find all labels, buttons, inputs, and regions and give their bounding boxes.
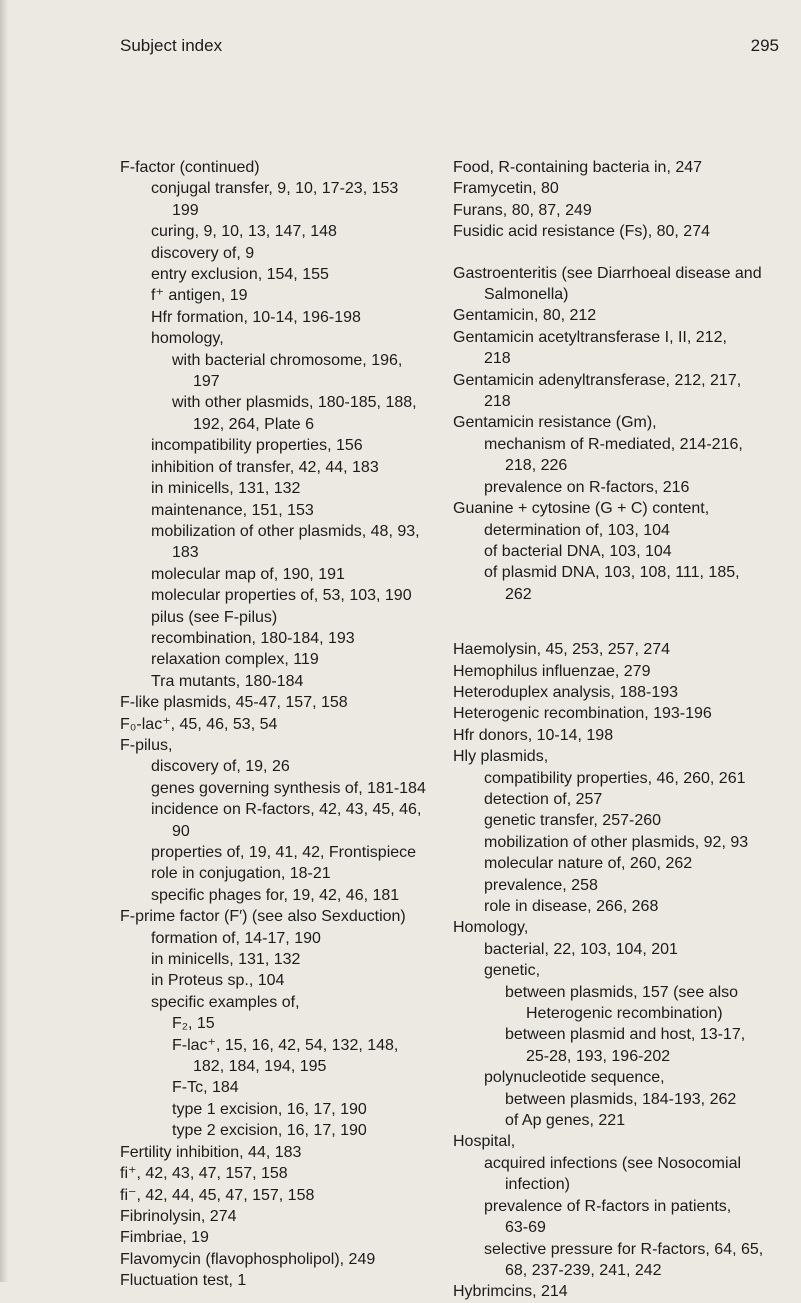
index-subentry: 183 (172, 544, 199, 562)
index-entry: Heterogenic recombination, 193-196 (453, 705, 712, 723)
index-subentry: role in disease, 266, 268 (484, 898, 659, 915)
index-column-right (453, 157, 789, 1303)
index-subentry: with other plasmids, 180-185, 188, (172, 394, 417, 412)
index-entry: fi⁻, 42, 44, 45, 47, 157, 158 (120, 1186, 315, 1204)
index-subentry: determination of, 103, 104 (484, 521, 670, 539)
page-number: 295 (750, 36, 779, 55)
index-subentry: molecular map of, 190, 191 (151, 565, 345, 583)
running-head: Subject index (120, 36, 223, 55)
index-entry: Fluctuation test, 1 (120, 1272, 247, 1290)
index-subentry: mobilization of other plasmids, 48, 93, (151, 522, 420, 540)
index-subentry: 218 (484, 393, 511, 411)
index-subentry: role in conjugation, 18-21 (151, 865, 331, 883)
index-subentry: 68, 237-239, 241, 242 (505, 1261, 662, 1279)
index-entry: Fusidic acid resistance (Fs), 80, 274 (453, 223, 710, 241)
index-subentry: specific examples of, (151, 993, 300, 1011)
index-subentry: between plasmids, 157 (see also (505, 983, 739, 1001)
index-subentry: conjugal transfer, 9, 10, 17-23, 153 (151, 180, 399, 198)
index-subentry: homology, (151, 330, 224, 348)
index-entry: F₀-lac⁺, 45, 46, 53, 54 (120, 715, 278, 733)
index-entry: Fimbriae, 19 (120, 1229, 209, 1247)
index-entry: Gentamicin resistance (Gm), (453, 414, 657, 432)
index-subentry: prevalence on R-factors, 216 (484, 478, 690, 496)
index-subentry: formation of, 14-17, 190 (151, 929, 321, 947)
index-subentry: 90 (172, 822, 190, 840)
index-entry: F-prime factor (F′) (see also Sexduction) (120, 908, 406, 926)
index-entry: Fertility inhibition, 44, 183 (120, 1143, 302, 1161)
section-gap (453, 605, 789, 639)
index-subentry: prevalence of R-factors in patients, (484, 1197, 732, 1215)
index-entry: Flavomycin (flavophospholipol), 249 (120, 1250, 376, 1268)
index-subentry: Hfr formation, 10-14, 196-198 (151, 308, 361, 326)
index-subentry: 25-28, 193, 196-202 (526, 1047, 671, 1065)
index-subentry: relaxation complex, 119 (151, 651, 319, 669)
index-subentry: in minicells, 131, 132 (151, 480, 301, 498)
index-subentry: 199 (172, 201, 199, 219)
index-entry: Gastroenteritis (see Diarrhoeal disease and (453, 264, 762, 282)
index-subentry: inhibition of transfer, 42, 44, 183 (151, 458, 379, 476)
index-subentry: acquired infections (see Nosocomial (484, 1154, 742, 1172)
index-subentry: F-lac⁺, 15, 16, 42, 54, 132, 148, (172, 1036, 399, 1054)
index-subentry: of Ap genes, 221 (505, 1112, 626, 1130)
index-subentry: in Proteus sp., 104 (151, 972, 285, 990)
index-subentry: between plasmids, 184-193, 262 (505, 1090, 737, 1108)
index-subentry: selective pressure for R-factors, 64, 65, (484, 1240, 764, 1258)
index-entry: Homology, (453, 919, 529, 937)
index-subentry: prevalence, 258 (484, 876, 598, 894)
index-entry: Haemolysin, 45, 253, 257, 274 (453, 641, 671, 659)
index-subentry: of bacterial DNA, 103, 104 (484, 542, 672, 560)
index-entry: Gentamicin, 80, 212 (453, 307, 597, 325)
index-subentry: 63-69 (505, 1219, 546, 1237)
index-subentry: molecular nature of, 260, 262 (484, 855, 693, 873)
index-subentry: Heterogenic recombination) (526, 1005, 723, 1023)
index-entry: Framycetin, 80 (453, 180, 559, 198)
index-subentry: 218, 226 (505, 457, 568, 475)
index-entry: Hemophilus influenzae, 279 (453, 662, 651, 680)
index-subentry: specific phages for, 19, 42, 46, 181 (151, 886, 400, 904)
index-subentry: genes governing synthesis of, 181-184 (151, 779, 426, 797)
index-subentry: bacterial, 22, 103, 104, 201 (484, 940, 678, 958)
index-entry: Hly plasmids, (453, 748, 549, 766)
index-subentry: 218 (484, 350, 511, 368)
index-subentry: f⁺ antigen, 19 (151, 287, 248, 305)
index-entry: Guanine + cytosine (G + C) content, (453, 500, 710, 518)
index-subentry: in minicells, 131, 132 (151, 951, 301, 969)
page-binding-shadow (0, 0, 8, 1282)
index-entry: Gentamicin acetyltransferase I, II, 212, (453, 328, 727, 346)
index-subentry: incidence on R-factors, 42, 43, 45, 46, (151, 801, 422, 819)
index-subentry: polynucleotide sequence, (484, 1069, 665, 1087)
index-subentry: detection of, 257 (484, 790, 603, 808)
index-subentry: type 2 excision, 16, 17, 190 (172, 1122, 367, 1140)
index-entry: Food, R-containing bacteria in, 247 (453, 159, 703, 176)
index-subentry: 262 (505, 585, 532, 603)
index-subentry: infection) (505, 1176, 570, 1194)
index-entry: F-like plasmids, 45-47, 157, 158 (120, 694, 348, 712)
index-subentry: 182, 184, 194, 195 (193, 1058, 327, 1076)
index-entry: F-factor (continued) (120, 159, 260, 176)
index-subentry: genetic, (484, 962, 541, 980)
index-entry: F-pilus, (120, 736, 173, 754)
index-subentry: molecular properties of, 53, 103, 190 (151, 587, 412, 605)
index-entry: Gentamicin adenyltransferase, 212, 217, (453, 371, 742, 389)
index-entry: fi⁺, 42, 43, 47, 157, 158 (120, 1165, 288, 1183)
index-subentry: recombination, 180-184, 193 (151, 629, 355, 647)
index-column-left (120, 157, 450, 1292)
index-subentry: discovery of, 9 (151, 244, 255, 262)
index-entry: Hybrimcins, 214 (453, 1283, 568, 1301)
index-subentry: pilus (see F-pilus) (151, 608, 278, 626)
index-subentry: compatibility properties, 46, 260, 261 (484, 769, 746, 787)
index-subentry: genetic transfer, 257-260 (484, 812, 662, 830)
index-subentry: mobilization of other plasmids, 92, 93 (484, 833, 749, 851)
index-subentry: Tra mutants, 180-184 (151, 672, 304, 690)
index-subentry: maintenance, 151, 153 (151, 501, 314, 519)
index-subentry: properties of, 19, 41, 42, Frontispiece (151, 844, 417, 861)
index-subentry: F₂, 15 (172, 1015, 215, 1033)
index-subentry: of plasmid DNA, 103, 108, 111, 185, (484, 564, 740, 582)
index-subentry: entry exclusion, 154, 155 (151, 266, 329, 284)
index-subentry: 197 (193, 373, 220, 391)
index-subentry: with bacterial chromosome, 196, (172, 351, 403, 369)
index-entry: Hospital, (453, 1133, 516, 1151)
index-subentry: type 1 excision, 16, 17, 190 (172, 1100, 367, 1118)
index-entry: Furans, 80, 87, 249 (453, 201, 592, 219)
index-subentry: between plasmid and host, 13-17, (505, 1026, 746, 1044)
index-entry: Fibrinolysin, 274 (120, 1207, 237, 1225)
section-gap (453, 243, 789, 263)
index-subentry: 192, 264, Plate 6 (193, 415, 314, 433)
index-subentry: Salmonella) (484, 286, 569, 304)
index-subentry: mechanism of R-mediated, 214-216, (484, 435, 743, 453)
index-subentry: discovery of, 19, 26 (151, 758, 290, 776)
index-subentry: incompatibility properties, 156 (151, 437, 363, 455)
index-entry: Heteroduplex analysis, 188-193 (453, 683, 679, 701)
index-subentry: F-Tc, 184 (172, 1079, 239, 1097)
index-entry: Hfr donors, 10-14, 198 (453, 726, 614, 744)
index-subentry: curing, 9, 10, 13, 147, 148 (151, 223, 337, 241)
